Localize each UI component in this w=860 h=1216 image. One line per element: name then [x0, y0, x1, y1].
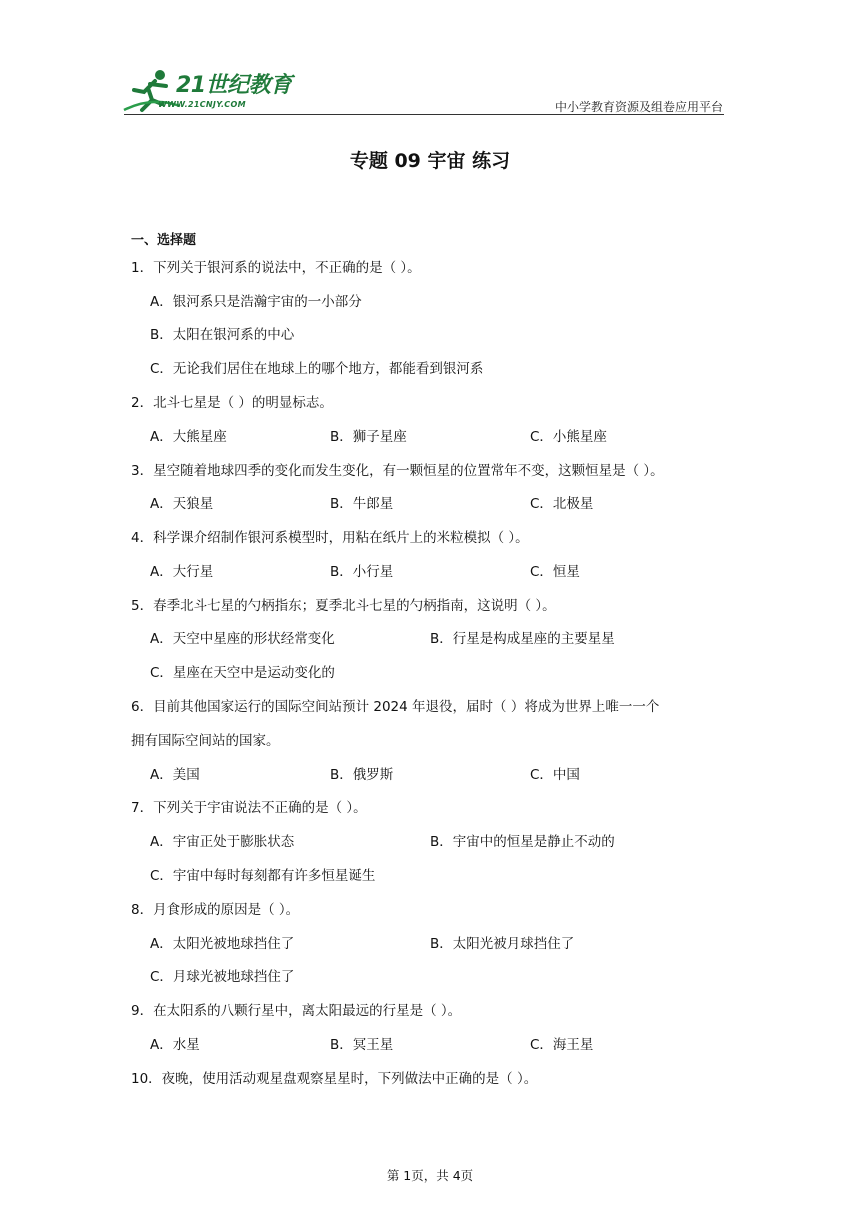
question-stem: 1．下列关于银河系的说法中，不正确的是（ ）。 [131, 260, 421, 276]
question-stem-continued: 拥有国际空间站的国家。 [131, 733, 280, 749]
option: B．太阳光被月球挡住了 [430, 936, 575, 952]
question-stem: 10．夜晚，使用活动观星盘观察星星时，下列做法中正确的是（ ）。 [131, 1071, 538, 1087]
option: C．宇宙中每时每刻都有许多恒星诞生 [150, 868, 376, 884]
option: A．宇宙正处于膨胀状态 [150, 834, 295, 850]
page-header [0, 0, 860, 120]
logo-url: WWW.21CNJY.COM [158, 100, 246, 109]
option: C．无论我们居住在地球上的哪个地方，都能看到银河系 [150, 361, 484, 377]
question-stem: 3．星空随着地球四季的变化而发生变化，有一颗恒星的位置常年不变，这颗恒星是（ ）。 [131, 463, 664, 479]
option: B．宇宙中的恒星是静止不动的 [430, 834, 615, 850]
option: A．天空中星座的形状经常变化 [150, 631, 335, 647]
option: C．中国 [530, 767, 580, 783]
option: C．月球光被地球挡住了 [150, 969, 295, 985]
section-heading: 一、选择题 [131, 233, 197, 248]
header-divider [124, 114, 724, 115]
page-number: 第 1页，共 4页 [386, 1168, 474, 1183]
option: B．冥王星 [330, 1037, 394, 1053]
option: C．海王星 [530, 1037, 594, 1053]
question-stem: 5．春季北斗七星的勺柄指东；夏季北斗七星的勺柄指南，这说明（ ）。 [131, 598, 556, 614]
option: A．大行星 [150, 564, 214, 580]
question-stem: 6．目前其他国家运行的国际空间站预计 2024 年退役，届时（ ）将成为世界上唯一一个 [131, 699, 660, 715]
option: A．美国 [150, 767, 200, 783]
option: B．狮子星座 [330, 429, 407, 445]
option: B．太阳在银河系的中心 [150, 327, 295, 343]
platform-name: 中小学教育资源及组卷应用平台 [554, 100, 723, 114]
page-title: 专题 09 宇宙 练习 [349, 150, 511, 172]
option: A．太阳光被地球挡住了 [150, 936, 295, 952]
option: A．银河系只是浩瀚宇宙的一小部分 [150, 294, 362, 310]
option: B．牛郎星 [330, 496, 394, 512]
question-stem: 7．下列关于宇宙说法不正确的是（ ）。 [131, 800, 367, 816]
option: B．行星是构成星座的主要星星 [430, 631, 615, 647]
option: A．大熊星座 [150, 429, 227, 445]
option: C．星座在天空中是运动变化的 [150, 665, 335, 681]
option: B．小行星 [330, 564, 394, 580]
logo-text: 21世纪教育 [176, 73, 292, 98]
option: C．北极星 [530, 496, 594, 512]
option: C．小熊星座 [530, 429, 607, 445]
question-stem: 4．科学课介绍制作银河系模型时，用粘在纸片上的米粒模拟（ ）。 [131, 530, 529, 546]
question-stem: 2．北斗七星是（ ）的明显标志。 [131, 395, 333, 411]
option: A．水星 [150, 1037, 200, 1053]
question-stem: 9．在太阳系的八颗行星中，离太阳最远的行星是（ ）。 [131, 1003, 462, 1019]
option: B．俄罗斯 [330, 767, 394, 783]
logo [122, 66, 292, 118]
option: C．恒星 [530, 564, 580, 580]
option: A．天狼星 [150, 496, 214, 512]
question-stem: 8．月食形成的原因是（ ）。 [131, 902, 300, 918]
